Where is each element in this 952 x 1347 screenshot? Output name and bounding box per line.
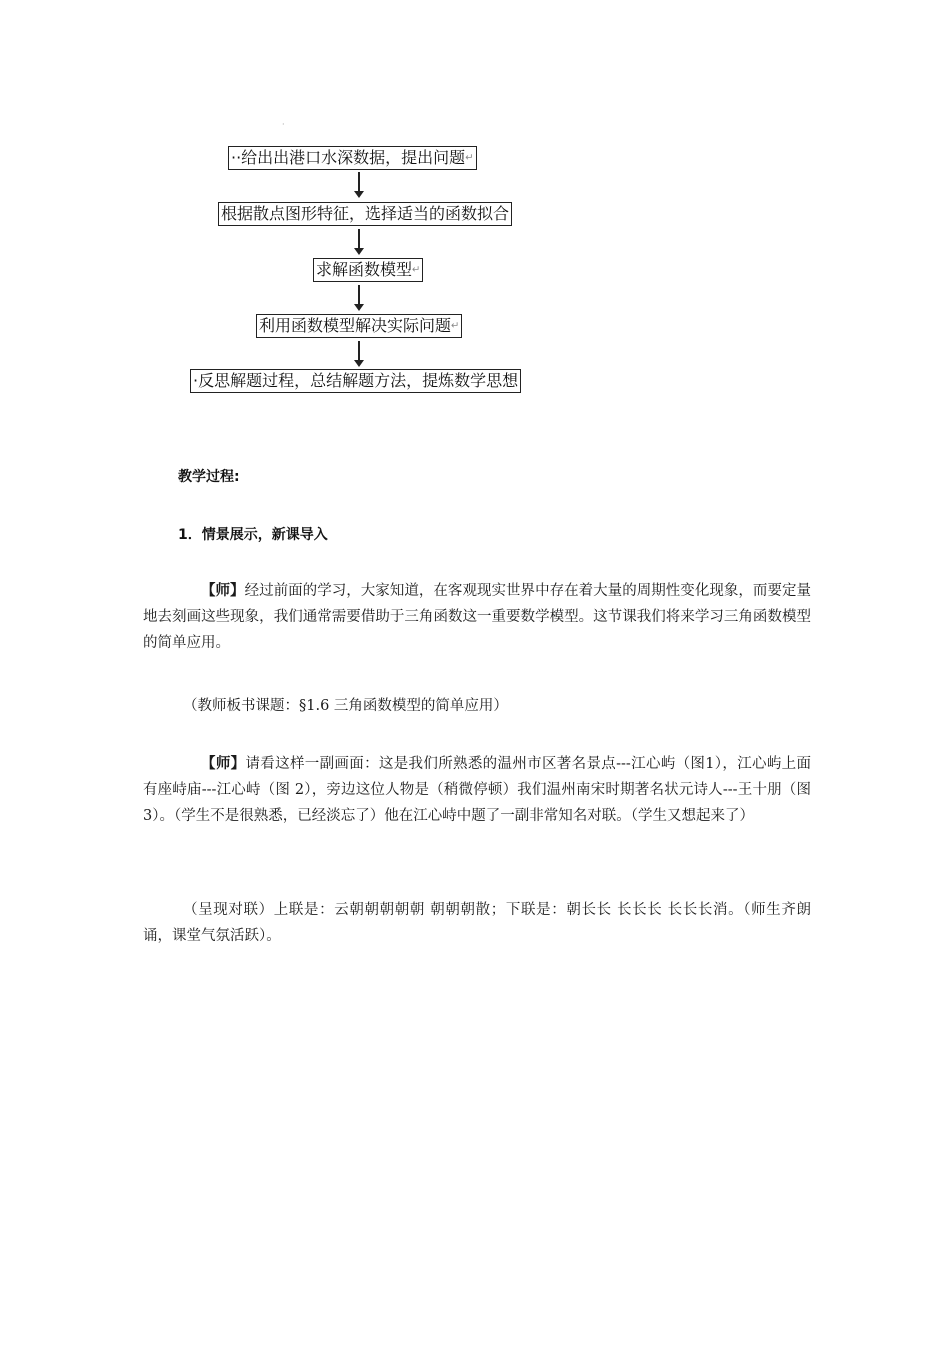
paragraph-3-text: 请看这样一副画面：这是我们所熟悉的温州市区著名景点---江心屿（图1），江心屿上面有座峙庙---江心峙（图 2），旁边这位人物是（稍微停顿）我们温州南宋时期著名状元诗人---王十朋（图 3）。（学生不是很熟悉，已经淡忘了）他在江心峙中题了一副非常知名对联。（学生又想起来了） xyxy=(143,756,812,824)
speaker-tag: 【师】 xyxy=(201,755,246,772)
flowchart-step-2 xyxy=(218,202,512,226)
flowchart-step-3-label: 求解函数模型 xyxy=(316,260,413,279)
paragraph-1-text: 经过前面的学习，大家知道，在客观现实世界中存在着大量的周期性变化现象，而要定量地去刻画这些现象，我们通常需要借助于三角函数这一重要数学模型。这节课我们将来学习三角函数模型的简单应用。 xyxy=(143,583,812,651)
stray-mark: · xyxy=(282,120,285,129)
return-mark-icon: ↵ xyxy=(465,152,474,164)
flowchart-step-1-label: ··给出出港口水深数据，提出问题 xyxy=(231,148,466,167)
flowchart xyxy=(180,140,600,410)
flow-arrow-icon xyxy=(358,229,360,249)
flowchart-step-1 xyxy=(228,146,477,170)
paragraph-4-text: （呈现对联）上联是：云朝朝朝朝朝 朝朝朝散；下联是：朝长长 长长长 长长长消。（师生齐朗诵，课堂气氛活跃）。 xyxy=(143,902,811,944)
paragraph-2-text: （教师板书课题：§1.6 三角函数模型的简单应用） xyxy=(183,698,508,714)
flowchart-step-4 xyxy=(256,314,462,338)
flowchart-step-3 xyxy=(313,258,423,282)
paragraph-2 xyxy=(143,693,811,719)
paragraph-3 xyxy=(143,751,811,829)
flowchart-step-4-label: 利用函数模型解决实际问题 xyxy=(259,316,452,335)
subsection-title: 1．情景展示，新课导入 xyxy=(178,527,328,543)
flow-arrow-icon xyxy=(358,172,360,192)
section-title: 教学过程: xyxy=(178,469,240,485)
flowchart-step-2-label: 根据散点图形特征，选择适当的函数拟合 xyxy=(221,204,510,223)
flowchart-step-5 xyxy=(190,369,521,393)
return-mark-icon: ↵ xyxy=(451,320,460,332)
flow-arrow-icon xyxy=(358,341,360,361)
flowchart-step-5-label: ·反思解题过程，总结解题方法，提炼数学思想 xyxy=(193,371,519,390)
paragraph-4 xyxy=(143,897,811,949)
paragraph-1 xyxy=(143,578,811,656)
return-mark-icon: ↵ xyxy=(412,264,421,276)
speaker-tag: 【师】 xyxy=(201,582,245,599)
flow-arrow-icon xyxy=(358,285,360,305)
